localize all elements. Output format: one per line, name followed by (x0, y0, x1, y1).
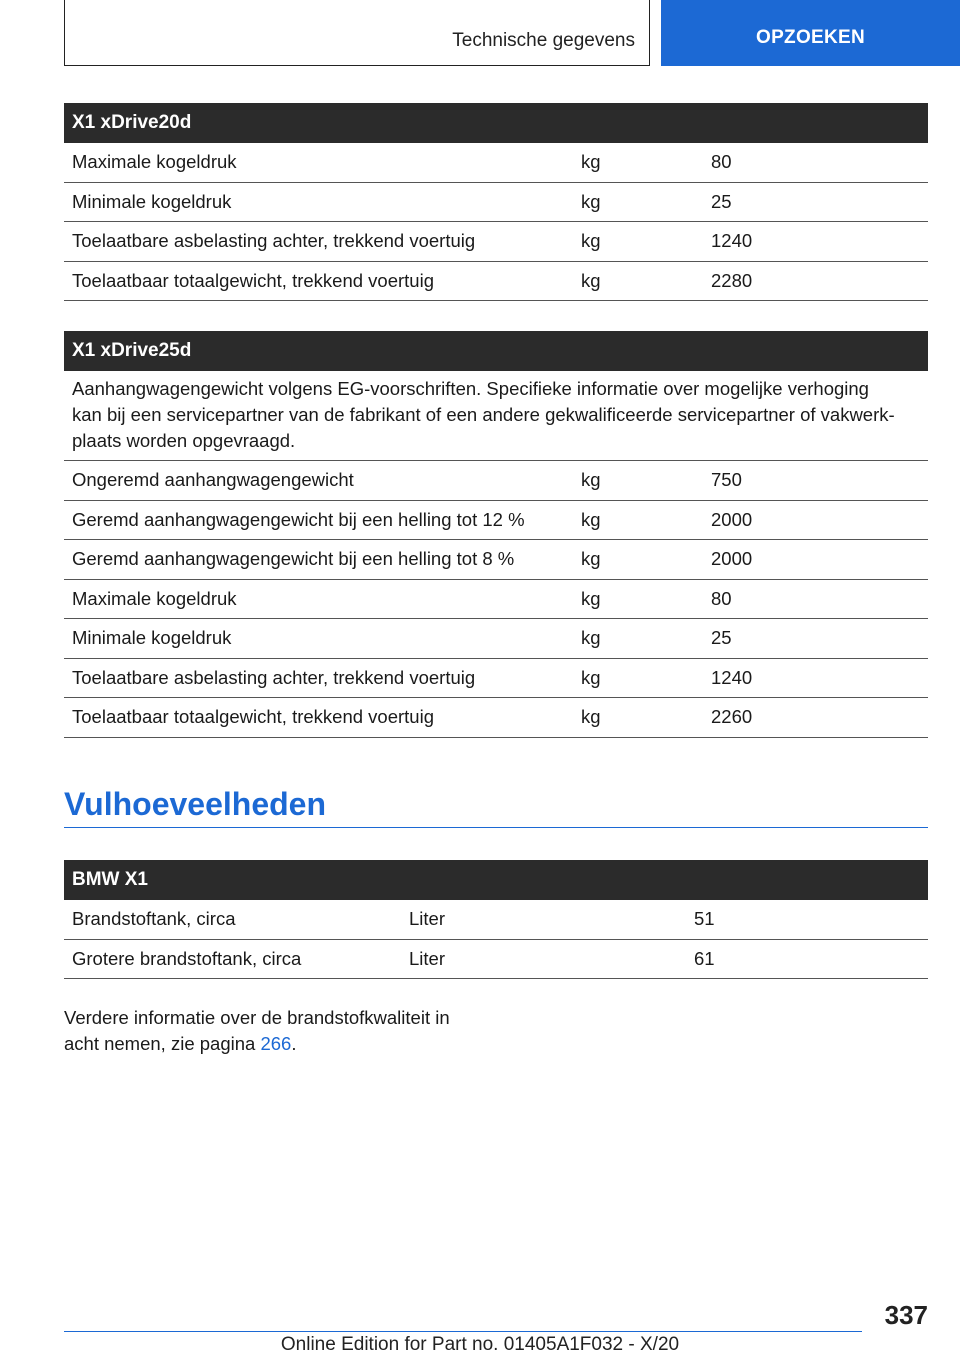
section-heading-text: Vulhoeveelheden (64, 786, 326, 822)
header-section-title: Technische gegevens (452, 30, 635, 51)
row-value: 750 (711, 469, 742, 491)
row-unit: kg (581, 230, 601, 252)
search-button[interactable]: OPZOEKEN (661, 0, 960, 66)
row-value: 51 (694, 908, 715, 930)
table-row (64, 900, 928, 940)
table-row (64, 580, 928, 620)
row-value: 80 (711, 587, 732, 609)
row-unit: kg (581, 587, 601, 609)
row-unit: Liter (409, 908, 445, 930)
table-fuel-capacity (64, 860, 928, 979)
page-link[interactable]: 266 (260, 1033, 292, 1054)
row-label: Toelaatbaar totaalgewicht, trekkend voertuig (72, 706, 434, 728)
row-value: 1240 (711, 230, 753, 252)
row-value: 2260 (711, 706, 753, 728)
row-label: Maximale kogeldruk (72, 151, 237, 173)
table-title: BMW X1 (64, 860, 928, 900)
row-unit: Liter (409, 947, 445, 969)
row-label: Toelaatbare asbelasting achter, trekkend voertuig (72, 666, 476, 688)
row-value: 2000 (711, 508, 753, 530)
table-row (64, 540, 928, 580)
row-unit: kg (581, 548, 601, 570)
row-value: 80 (711, 151, 732, 173)
row-unit: kg (581, 269, 601, 291)
header-tab (64, 0, 650, 66)
table-xdrive20d (64, 103, 928, 301)
row-unit: kg (581, 151, 601, 173)
table-row (64, 940, 928, 980)
table-note (64, 371, 928, 461)
table-row (64, 262, 928, 302)
section-heading (64, 784, 928, 828)
note-line: plaats worden opgevraagd. (72, 430, 296, 451)
row-label: Minimale kogeldruk (72, 190, 232, 212)
row-label: Brandstoftank, circa (72, 908, 236, 930)
paragraph-end: . (291, 1033, 297, 1054)
table-title: X1 xDrive25d (64, 331, 928, 371)
table-row (64, 461, 928, 501)
table-row (64, 183, 928, 223)
row-label: Ongeremd aanhangwagengewicht (72, 469, 354, 491)
row-value: 1240 (711, 666, 753, 688)
table-row (64, 501, 928, 541)
row-value: 2000 (711, 548, 753, 570)
row-unit: kg (581, 627, 601, 649)
paragraph-text: acht nemen, zie pagina (64, 1033, 256, 1054)
row-label: Grotere brandstoftank, circa (72, 947, 302, 969)
row-unit: kg (581, 469, 601, 491)
table-row (64, 222, 928, 262)
table-title: X1 xDrive20d (64, 103, 928, 143)
row-label: Geremd aanhangwagengewicht bij een helling tot 12 % (72, 508, 525, 530)
table-row (64, 659, 928, 699)
row-value: 61 (694, 947, 715, 969)
row-label: Geremd aanhangwagengewicht bij een helling tot 8 % (72, 548, 515, 570)
table-row (64, 143, 928, 183)
paragraph-line (64, 1031, 494, 1057)
info-paragraph (64, 1005, 494, 1057)
row-label: Maximale kogeldruk (72, 587, 237, 609)
row-unit: kg (581, 706, 601, 728)
table-row (64, 619, 928, 659)
row-unit: kg (581, 666, 601, 688)
note-line: kan bij een servicepartner van de fabrikant of een andere gekwalificeerde servicepartner of vakwerk- (72, 404, 895, 425)
footer-divider (64, 1331, 862, 1332)
paragraph-line: Verdere informatie over de brandstofkwaliteit in (64, 1007, 450, 1028)
page-header (0, 0, 960, 66)
row-value: 25 (711, 190, 732, 212)
table-xdrive25d (64, 331, 928, 738)
row-label: Toelaatbare asbelasting achter, trekkend voertuig (72, 230, 476, 252)
row-value: 2280 (711, 269, 753, 291)
note-line: Aanhangwagengewicht volgens EG-voorschriften. Specifieke informatie over mogelijke verhoging (72, 378, 869, 399)
table-row (64, 698, 928, 738)
row-label: Toelaatbaar totaalgewicht, trekkend voertuig (72, 269, 434, 291)
footer-edition: Online Edition for Part no. 01405A1F032 - X/20 (280, 1334, 680, 1355)
row-value: 25 (711, 627, 732, 649)
row-label: Minimale kogeldruk (72, 627, 232, 649)
page-number: 337 (884, 1300, 928, 1330)
row-unit: kg (581, 508, 601, 530)
row-unit: kg (581, 190, 601, 212)
